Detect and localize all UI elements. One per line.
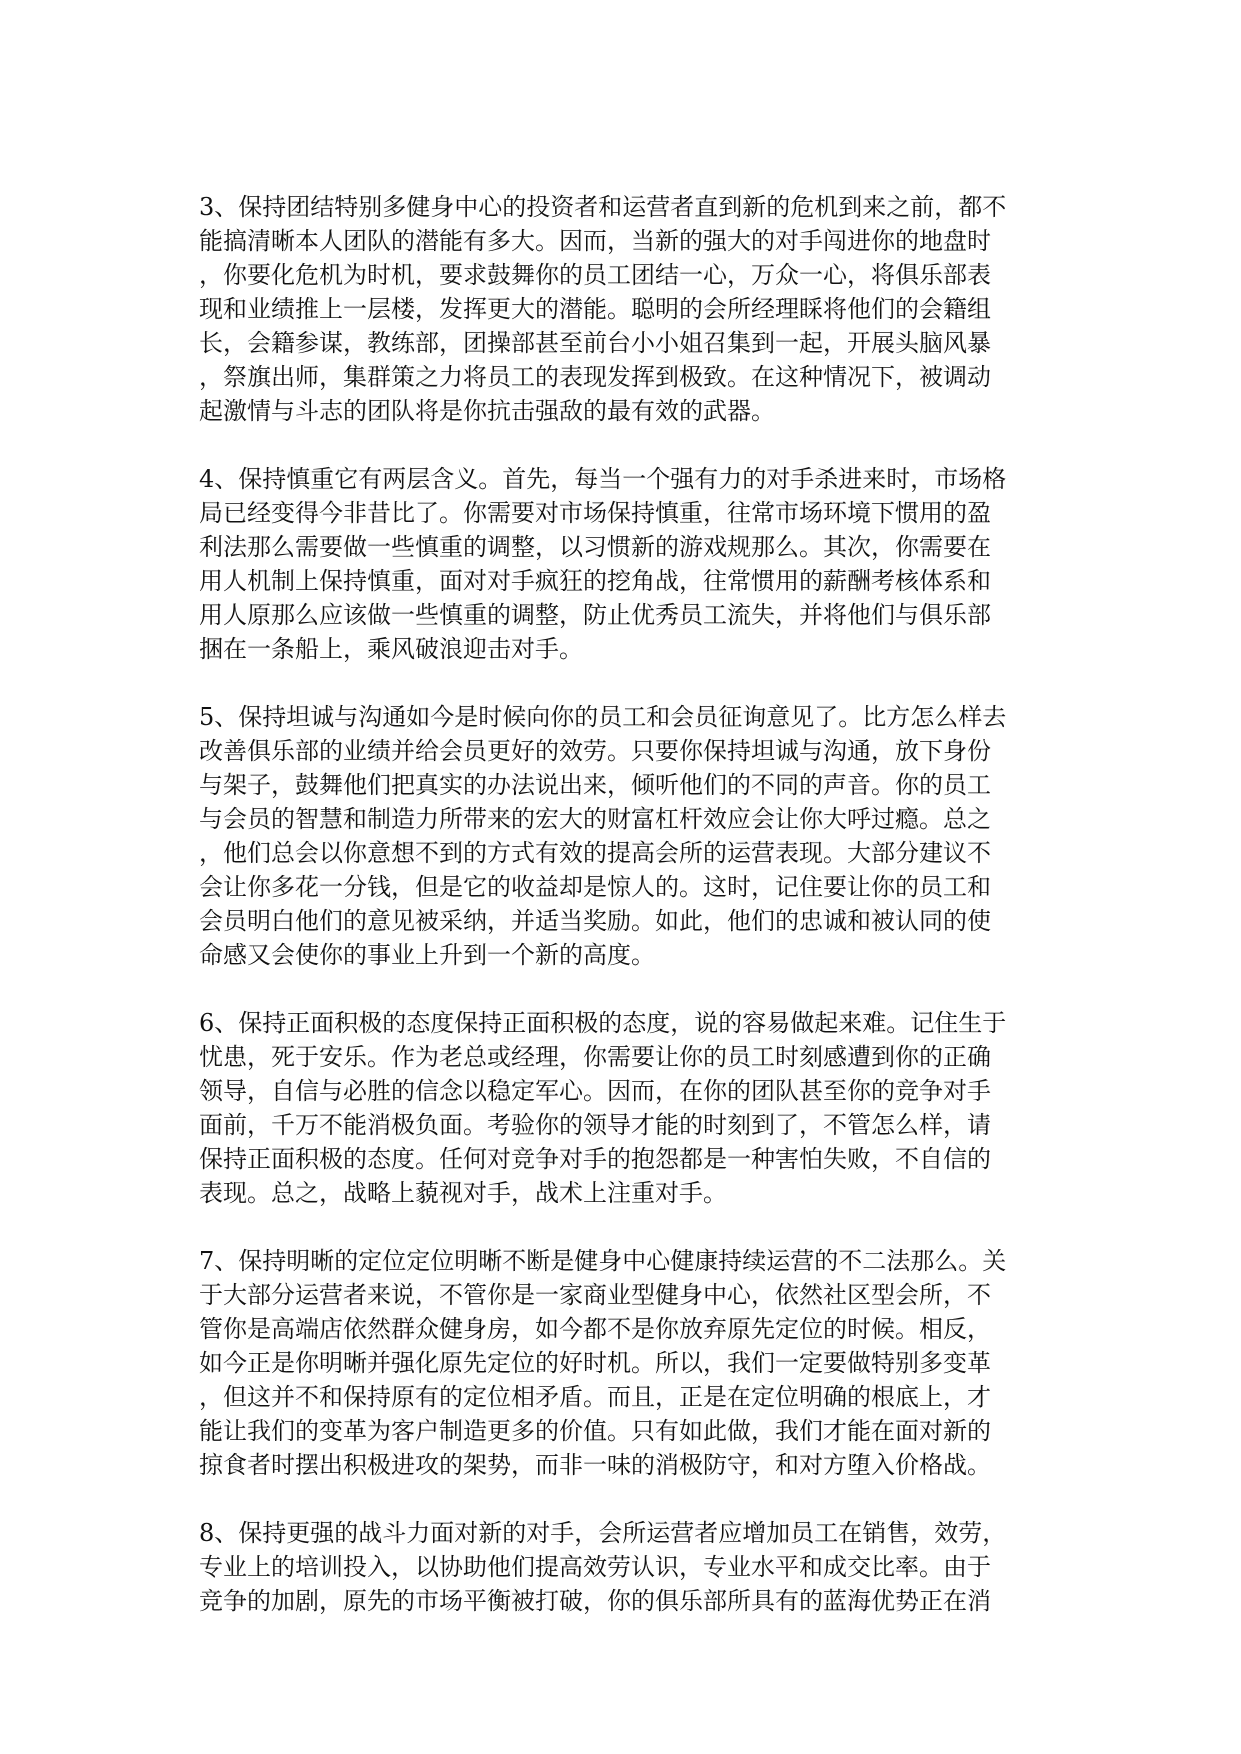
text-line: 捆在一条船上，乘风破浪迎击对手。 xyxy=(199,635,583,663)
text-line: 4、保持慎重它有两层含义。首先，每当一个强有力的对手杀进来时，市场格 xyxy=(199,465,1007,493)
text-line: 3、保持团结特别多健身中心的投资者和运营者直到新的危机到来之前，都不 xyxy=(199,193,1007,221)
text-line: 忧患，死于安乐。作为老总或经理，你需要让你的员工时刻感遭到你的正确 xyxy=(199,1043,991,1071)
text-line: 用人原那么应该做一些慎重的调整，防止优秀员工流失，并将他们与俱乐部 xyxy=(199,601,991,629)
text-line: 起激情与斗志的团队将是你抗击强敌的最有效的武器。 xyxy=(199,397,775,425)
text-line: 5、保持坦诚与沟通如今是时候向你的员工和会员征询意见了。比方怎么样去 xyxy=(199,703,1007,731)
text-line: 7、保持明晰的定位定位明晰不断是健身中心健康持续运营的不二法那么。关 xyxy=(199,1247,1007,1275)
text-line: 会让你多花一分钱，但是它的收益却是惊人的。这时，记住要让你的员工和 xyxy=(199,873,991,901)
text-line: ，祭旗出师，集群策之力将员工的表现发挥到极致。在这种情况下，被调动 xyxy=(199,363,991,391)
text-line: 局已经变得今非昔比了。你需要对市场保持慎重，往常市场环境下惯用的盈 xyxy=(199,499,991,527)
text-line: 保持正面积极的态度。任何对竞争对手的抱怨都是一种害怕失败，不自信的 xyxy=(199,1145,991,1173)
paragraph-5 xyxy=(199,700,1039,972)
text-line: 如今正是你明晰并强化原先定位的好时机。所以，我们一定要做特别多变革 xyxy=(199,1349,991,1377)
text-line: 利法那么需要做一些慎重的调整，以习惯新的游戏规那么。其次，你需要在 xyxy=(199,533,991,561)
text-line: 6、保持正面积极的态度保持正面积极的态度，说的容易做起来难。记住生于 xyxy=(199,1009,1007,1037)
text-line: 领导，自信与必胜的信念以稳定军心。因而，在你的团队甚至你的竞争对手 xyxy=(199,1077,991,1105)
text-line: 专业上的培训投入，以协助他们提高效劳认识，专业水平和成交比率。由于 xyxy=(199,1553,991,1581)
paragraph-8 xyxy=(199,1516,1039,1618)
text-line: 能搞清晰本人团队的潜能有多大。因而，当新的强大的对手闯进你的地盘时 xyxy=(199,227,991,255)
text-line: ，你要化危机为时机，要求鼓舞你的员工团结一心，万众一心，将俱乐部表 xyxy=(199,261,991,289)
text-line: 与架子，鼓舞他们把真实的办法说出来，倾听他们的不同的声音。你的员工 xyxy=(199,771,991,799)
paragraph-3 xyxy=(199,190,1039,428)
paragraph-4 xyxy=(199,462,1039,666)
text-line: 与会员的智慧和制造力所带来的宏大的财富杠杆效应会让你大呼过瘾。总之 xyxy=(199,805,991,833)
text-line: 改善俱乐部的业绩并给会员更好的效劳。只要你保持坦诚与沟通，放下身份 xyxy=(199,737,991,765)
text-line: 会员明白他们的意见被采纳，并适当奖励。如此，他们的忠诚和被认同的使 xyxy=(199,907,991,935)
text-line: 于大部分运营者来说，不管你是一家商业型健身中心，依然社区型会所，不 xyxy=(199,1281,991,1309)
text-line: 现和业绩推上一层楼，发挥更大的潜能。聪明的会所经理睬将他们的会籍组 xyxy=(199,295,991,323)
document-body xyxy=(199,190,1039,1652)
text-line: 掠食者时摆出积极进攻的架势，而非一味的消极防守，和对方堕入价格战。 xyxy=(199,1451,991,1479)
text-line: ，但这并不和保持原有的定位相矛盾。而且，正是在定位明确的根底上，才 xyxy=(199,1383,991,1411)
text-line: 竞争的加剧，原先的市场平衡被打破，你的俱乐部所具有的蓝海优势正在消 xyxy=(199,1587,991,1615)
text-line: 能让我们的变革为客户制造更多的价值。只有如此做，我们才能在面对新的 xyxy=(199,1417,991,1445)
text-line: 表现。总之，战略上藐视对手，战术上注重对手。 xyxy=(199,1179,727,1207)
text-line: ，他们总会以你意想不到的方式有效的提高会所的运营表现。大部分建议不 xyxy=(199,839,991,867)
text-line: 面前，千万不能消极负面。考验你的领导才能的时刻到了，不管怎么样，请 xyxy=(199,1111,991,1139)
text-line: 用人机制上保持慎重，面对对手疯狂的挖角战，往常惯用的薪酬考核体系和 xyxy=(199,567,991,595)
text-line: 长，会籍参谋，教练部，团操部甚至前台小小姐召集到一起，开展头脑风暴 xyxy=(199,329,991,357)
paragraph-7 xyxy=(199,1244,1039,1482)
text-line: 8、保持更强的战斗力面对新的对手，会所运营者应增加员工在销售，效劳， xyxy=(199,1519,1007,1547)
paragraph-6 xyxy=(199,1006,1039,1210)
text-line: 命感又会使你的事业上升到一个新的高度。 xyxy=(199,941,655,969)
text-line: 管你是高端店依然群众健身房，如今都不是你放弃原先定位的时候。相反， xyxy=(199,1315,991,1343)
